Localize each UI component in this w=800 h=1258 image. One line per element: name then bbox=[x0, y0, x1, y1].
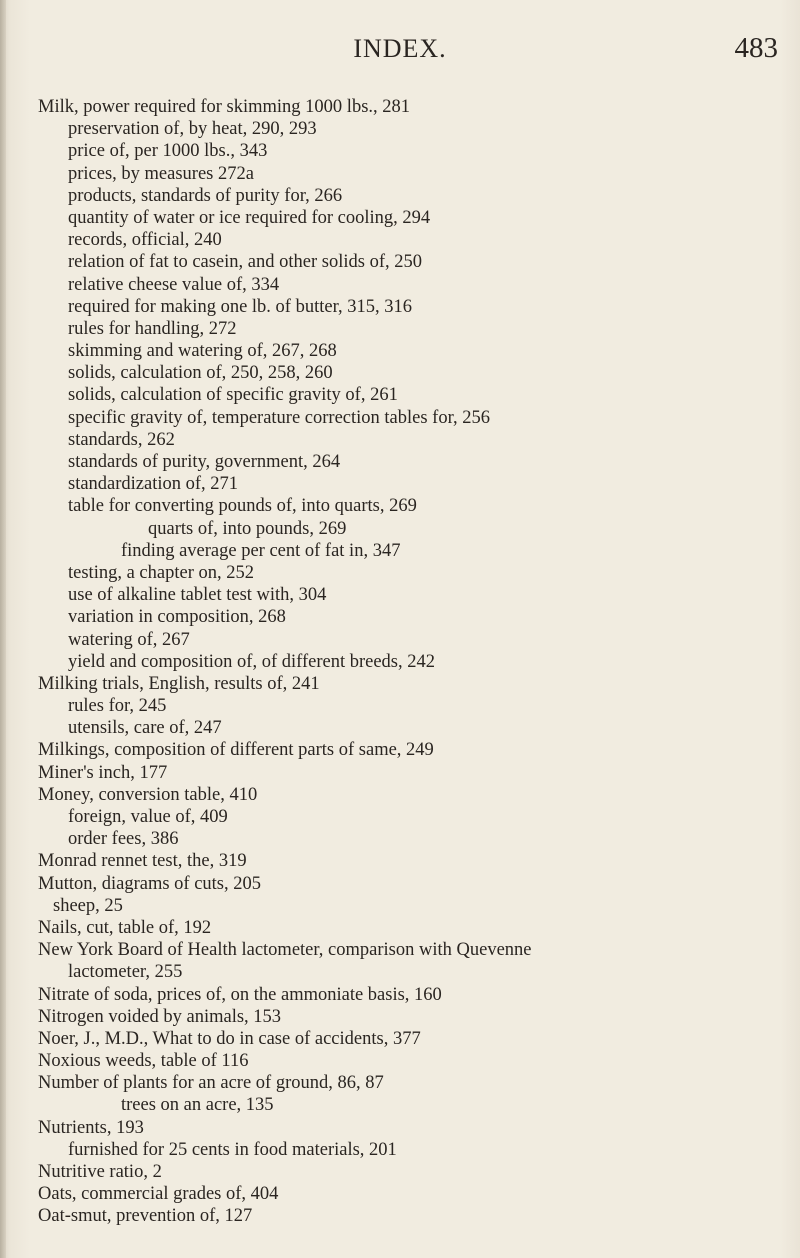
index-entry-sub: relative cheese value of, 334 bbox=[68, 274, 280, 295]
index-entry-sub: relation of fat to casein, and other solids of, 250 bbox=[68, 252, 422, 273]
index-entry-main: Nitrate of soda, prices of, on the ammoniate basis, 160 bbox=[38, 984, 442, 1005]
page-number: 483 bbox=[734, 32, 778, 64]
index-entry-sub: testing, a chapter on, 252 bbox=[68, 562, 254, 583]
index-entry-main: Noer, J., M.D., What to do in case of accidents, 377 bbox=[38, 1028, 421, 1049]
index-entry-sub: variation in composition, 268 bbox=[68, 607, 286, 628]
index-entry-list bbox=[0, 96, 800, 1228]
index-entry-sub: solids, calculation of specific gravity of, 261 bbox=[68, 385, 398, 406]
index-entry-main: Noxious weeds, table of 116 bbox=[38, 1051, 249, 1072]
index-entry-sub: order fees, 386 bbox=[68, 829, 179, 850]
index-entry-sub: specific gravity of, temperature correction tables for, 256 bbox=[68, 407, 491, 428]
index-entry-sub: skimming and watering of, 267, 268 bbox=[68, 341, 337, 362]
index-entry-main: Mutton, diagrams of cuts, 205 bbox=[38, 873, 262, 894]
index-entry-sub: trees on an acre, 135 bbox=[121, 1095, 274, 1116]
index-entry-sub: yield and composition of, of different breeds, 242 bbox=[68, 651, 436, 672]
index-entry-main: Oats, commercial grades of, 404 bbox=[38, 1184, 279, 1205]
index-entry-main: Nitrogen voided by animals, 153 bbox=[38, 1006, 282, 1027]
page-header bbox=[0, 34, 800, 74]
index-entry-sub: solids, calculation of, 250, 258, 260 bbox=[68, 363, 333, 384]
index-entry-main: Nutritive ratio, 2 bbox=[38, 1162, 162, 1182]
index-entry-main: New York Board of Health lactometer, comparison with Quevenne bbox=[38, 940, 532, 961]
index-entry-sub: preservation of, by heat, 290, 293 bbox=[68, 119, 317, 140]
index-entry-sub: required for making one lb. of butter, 315, 316 bbox=[68, 296, 412, 317]
index-entry-main: Milkings, composition of different parts of same, 249 bbox=[38, 740, 434, 761]
index-entry-sub: quantity of water or ice required for cooling, 294 bbox=[68, 207, 431, 228]
index-entry-main: Milking trials, English, results of, 241 bbox=[38, 673, 320, 694]
page-title: INDEX. bbox=[353, 34, 447, 63]
index-entry-sub: records, official, 240 bbox=[68, 230, 222, 251]
index-entry-sub: lactometer, 255 bbox=[68, 962, 183, 983]
index-entry-sub: standardization of, 271 bbox=[68, 474, 239, 495]
index-entry-sub: quarts of, into pounds, 269 bbox=[148, 518, 347, 539]
index-entry-sub: rules for, 245 bbox=[68, 696, 167, 717]
index-entry-sub: table for converting pounds of, into quarts, 269 bbox=[68, 496, 417, 517]
index-entry-sub: watering of, 267 bbox=[68, 629, 190, 650]
index-entry-main: Miner's inch, 177 bbox=[38, 762, 168, 783]
index-entry-sub: standards of purity, government, 264 bbox=[68, 452, 341, 472]
index-entry-sub: utensils, care of, 247 bbox=[68, 718, 222, 739]
index-entry-main: Number of plants for an acre of ground, 86, 87 bbox=[38, 1073, 384, 1094]
index-entry-sub: foreign, value of, 409 bbox=[68, 807, 228, 827]
index-entry-sub: rules for handling, 272 bbox=[68, 318, 237, 339]
index-entry-sub: finding average per cent of fat in, 347 bbox=[121, 540, 401, 561]
index-entry-main: Nails, cut, table of, 192 bbox=[38, 917, 212, 938]
index-entry-main: Nutrients, 193 bbox=[38, 1117, 144, 1138]
index-entry-main: Oat-smut, prevention of, 127 bbox=[38, 1206, 253, 1227]
index-entry-sub: prices, by measures 272a bbox=[68, 163, 254, 184]
index-entry-sub: standards, 262 bbox=[68, 429, 175, 450]
index-entry-main: Monrad rennet test, the, 319 bbox=[38, 851, 247, 872]
index-entry-main: Milk, power required for skimming 1000 lbs., 281 bbox=[38, 97, 411, 117]
index-entry-sub: use of alkaline tablet test with, 304 bbox=[68, 585, 327, 606]
index-entry-sub: furnished for 25 cents in food materials, 201 bbox=[68, 1139, 397, 1160]
index-entry-sub: price of, per 1000 lbs., 343 bbox=[68, 141, 268, 162]
index-entry-sub: sheep, 25 bbox=[53, 895, 123, 916]
index-entry-sub: products, standards of purity for, 266 bbox=[68, 185, 343, 206]
index-entry-main: Money, conversion table, 410 bbox=[38, 784, 258, 805]
